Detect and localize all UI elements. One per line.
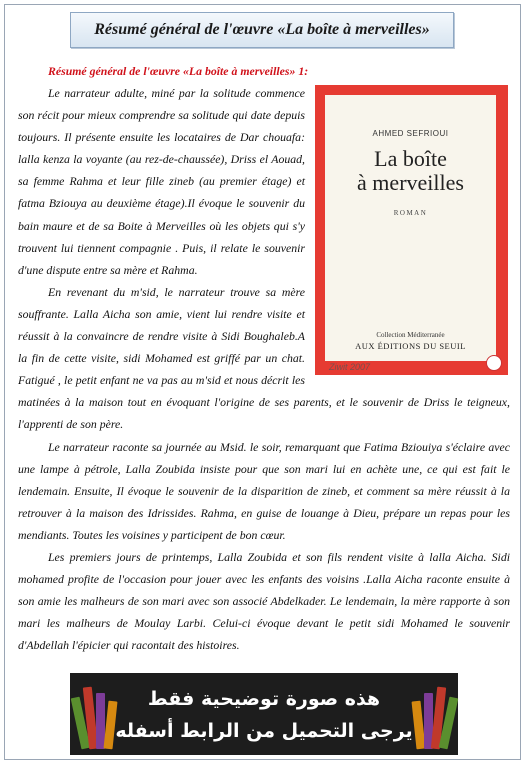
banner-line-1: هذه صورة توضيحية فقط bbox=[147, 688, 381, 710]
book-watermark: Ziwit 2007 bbox=[329, 361, 371, 372]
paragraph-1: Le narrateur adulte, miné par la solitude commence son récit pour mieux comprendre sa solitude qui date depuis toujours. Il présente ensuite les locataires de Dar chouafa: lalla kenza la voyante (au rez-de-chaussée), Driss el Aouad, sa femme Rahma et leur fille zineb (au premier étage) et fatma Bziouya au deuxième étage).Il évoque le souvenir du bain maure et de sa Boite à Merveilles où les objets qui s'y trouvent lui tiennent compagnie . Puis, il relate le souvenir d'une dispute entre sa mère et Rahma. bbox=[18, 86, 305, 277]
books-left-icon bbox=[74, 679, 116, 749]
book-genre: ROMAN bbox=[393, 209, 428, 217]
paragraph-3: Le narrateur raconte sa journée au Msid. le soir, remarquant que Fatima Bziouiya s'éclaire avec une lampe à pétrole, Lalla Zoubida insiste pour que son mari lui en achète une, ce qui est fait le lendemain. Ensuite, Il évoque le souvenir de la disparition de zineb, et comment sa mère réussit à la retrouver à la maison des Idrissides. Rahma, en guise de louange à Dieu, prépare un repas pour les mendiants. Toutes les voisines y participent de bon cœur. bbox=[18, 439, 510, 542]
book-seal-icon bbox=[486, 355, 502, 371]
book-title bbox=[325, 147, 496, 195]
books-right-icon bbox=[412, 679, 454, 749]
paragraph-2: En revenant du m'sid, le narrateur trouve sa mère souffrante. Lalla Aicha son amie, vient lui rendre visite et réussit à la convaincre de rendre visite à Sidi Boughaleb.A la fin de cette visite, sidi Mohamed est griffé par un chat. Fatigué , le petit enfant ne va pas au m'sid et nous décrit les matinées à la maison tout en évoquant l'origine de ses parents, et le souvenir de Driss le teigneux, l'apprenti de son père. bbox=[18, 284, 510, 432]
book-publisher: AUX ÉDITIONS DU SEUIL bbox=[355, 341, 466, 351]
document-body bbox=[18, 62, 510, 656]
book-collection: Collection Méditerranée bbox=[376, 331, 445, 339]
paragraph-4: Les premiers jours de printemps, Lalla Zoubida et son fils rendent visite à lalla Aicha. Sidi mohamed profite de l'occasion pour jouer avec les enfants des voisins .Lalla Aicha raconte ensuite à son amie les malheurs de son mari avec son associé Abdelkader. Le lendemain, la mère rapporte à son mari les malheurs de Moulay Larbi. Celui-ci évoque devant le petit sidi Mohamed le souvenir d'Abdellah l'épicier qui racontait des histoires. bbox=[18, 549, 510, 653]
book-cover-image bbox=[315, 85, 508, 375]
banner-line-2: يرجى التحميل من الرابط أسفله bbox=[115, 720, 413, 742]
book-author: AHMED SEFRIOUI bbox=[372, 129, 449, 138]
book-title-line2: à merveilles bbox=[357, 170, 464, 195]
page-title: Résumé général de l'œuvre «La boîte à merveilles» bbox=[70, 12, 454, 48]
download-notice-banner bbox=[70, 673, 458, 755]
section-subtitle: Résumé général de l'œuvre «La boîte à merveilles» 1: bbox=[48, 64, 309, 78]
book-title-line1: La boîte bbox=[374, 146, 447, 171]
book-cover-inner bbox=[325, 95, 496, 361]
